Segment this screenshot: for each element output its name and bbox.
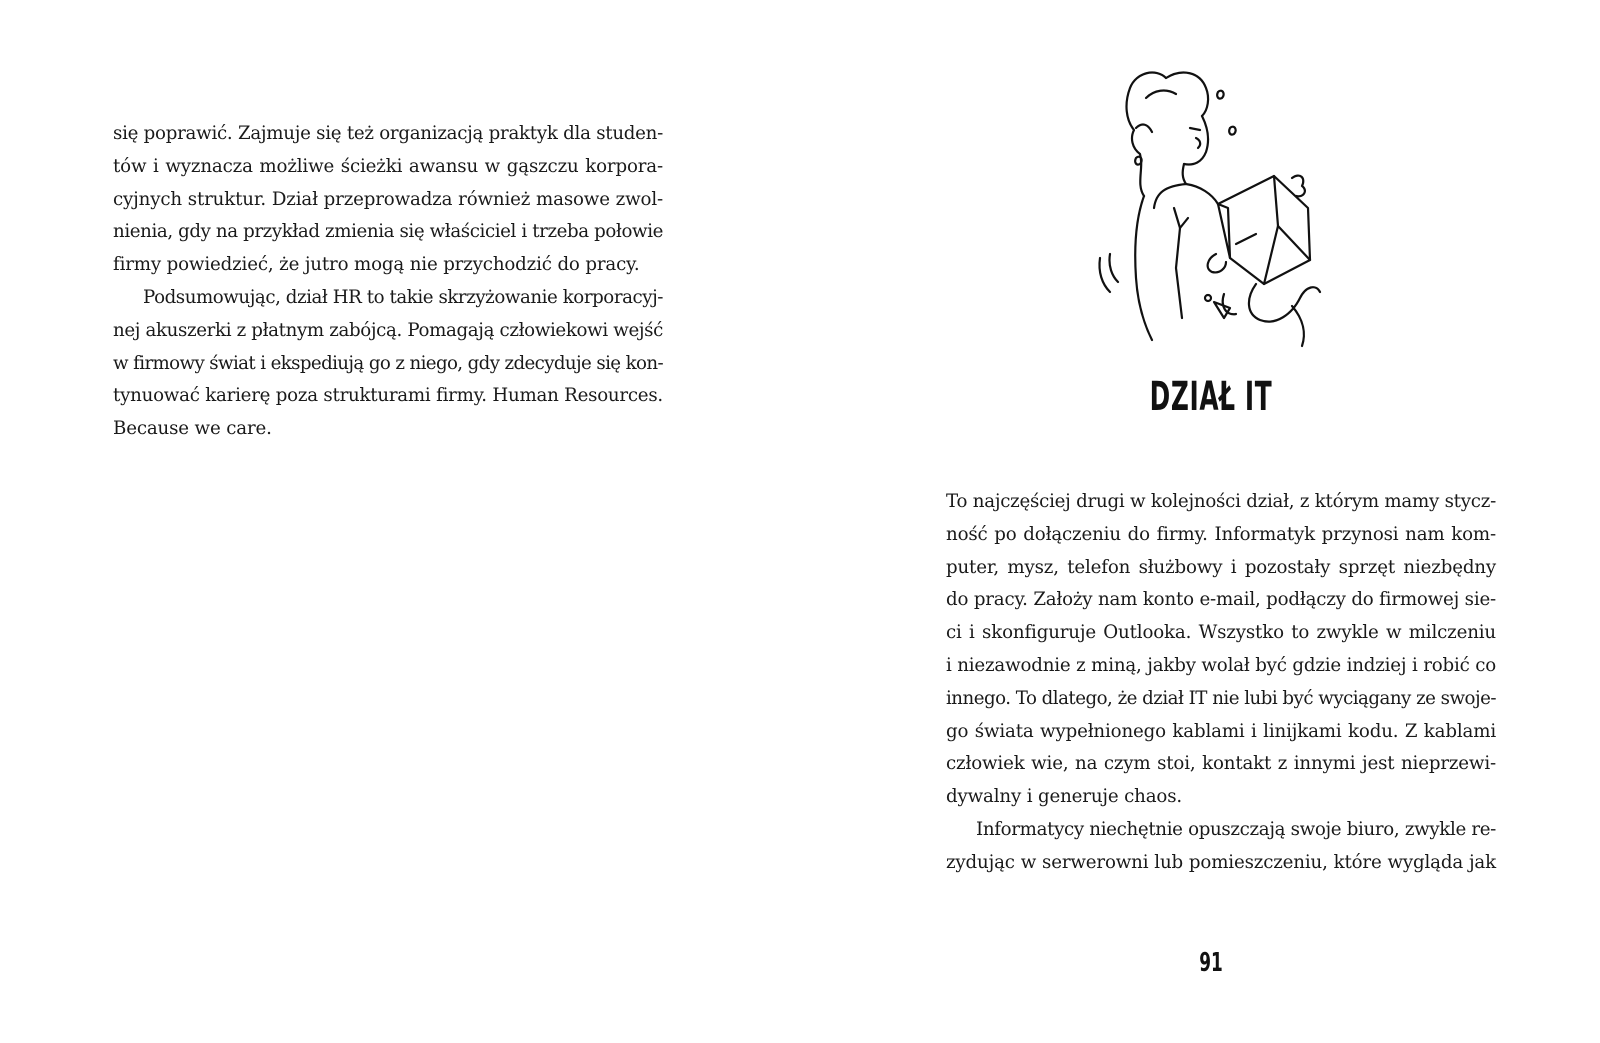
right-page [800,0,1600,1043]
text-line: Informatycy niechętnie opuszczają swoje biuro, zwykle re- [976,818,1496,840]
it-worker-illustration [1096,58,1326,348]
left-page-text [113,118,663,446]
text-line: To najczęściej drugi w kolejności dział, z którym mamy stycz- [946,491,1496,512]
text-line: i niezawodnie z miną, jakby wolał być gdzie indziej i robić co [946,654,1496,676]
text-line: go świata wypełnionego kablami i linijkami kodu. Z kablami [946,720,1496,742]
text-line-italic: Because we care. [113,418,272,440]
text-line: dywalny i generuje chaos. [946,786,1183,808]
text-line: nej akuszerki z płatnym zabójcą. Pomagają człowiekowi wejść [113,319,663,341]
text-line: Podsumowując, dział HR to takie skrzyżowanie korporacyj- [143,286,663,308]
text-line: człowiek wie, na czym stoi, kontakt z innymi jest nieprzewi- [946,753,1496,775]
text-line: się poprawić. Zajmuje się też organizacją praktyk dla studen- [113,123,663,144]
chapter-title: DZIAŁ IT [1149,374,1273,420]
text-line: zydując w serwerowni lub pomieszczeniu, które wygląda jak [946,851,1496,873]
text-line: ci i skonfiguruje Outlooka. Wszystko to zwykle w milczeniu [946,622,1496,644]
text-line: tynuować karierę poza strukturami firmy. Human Resources. [113,385,663,407]
page-number: 91 [1199,948,1223,978]
text-line: w firmowy świat i ekspediują go z niego, gdy zdecyduje się kon- [113,352,663,374]
text-line: innego. To dlatego, że dział IT nie lubi być wyciągany ze swoje- [946,687,1496,709]
text-line: tów i wyznacza możliwe ścieżki awansu w gąszczu korpora- [113,155,663,177]
text-line: cyjnych struktur. Dział przeprowadza również masowe zwol- [113,188,663,210]
text-line: nienia, gdy na przykład zmienia się właściciel i trzeba połowie [113,221,663,243]
text-line: do pracy. Założy nam konto e-mail, podłączy do firmowej sie- [946,589,1496,611]
text-line: firmy powiedzieć, że jutro mogą nie przychodzić do pracy. [113,254,640,276]
text-line: ność po dołączeniu do firmy. Informatyk przynosi nam kom- [946,523,1496,545]
text-line: puter, mysz, telefon służbowy i pozostały sprzęt niezbędny [946,556,1496,578]
right-page-text [946,486,1496,880]
